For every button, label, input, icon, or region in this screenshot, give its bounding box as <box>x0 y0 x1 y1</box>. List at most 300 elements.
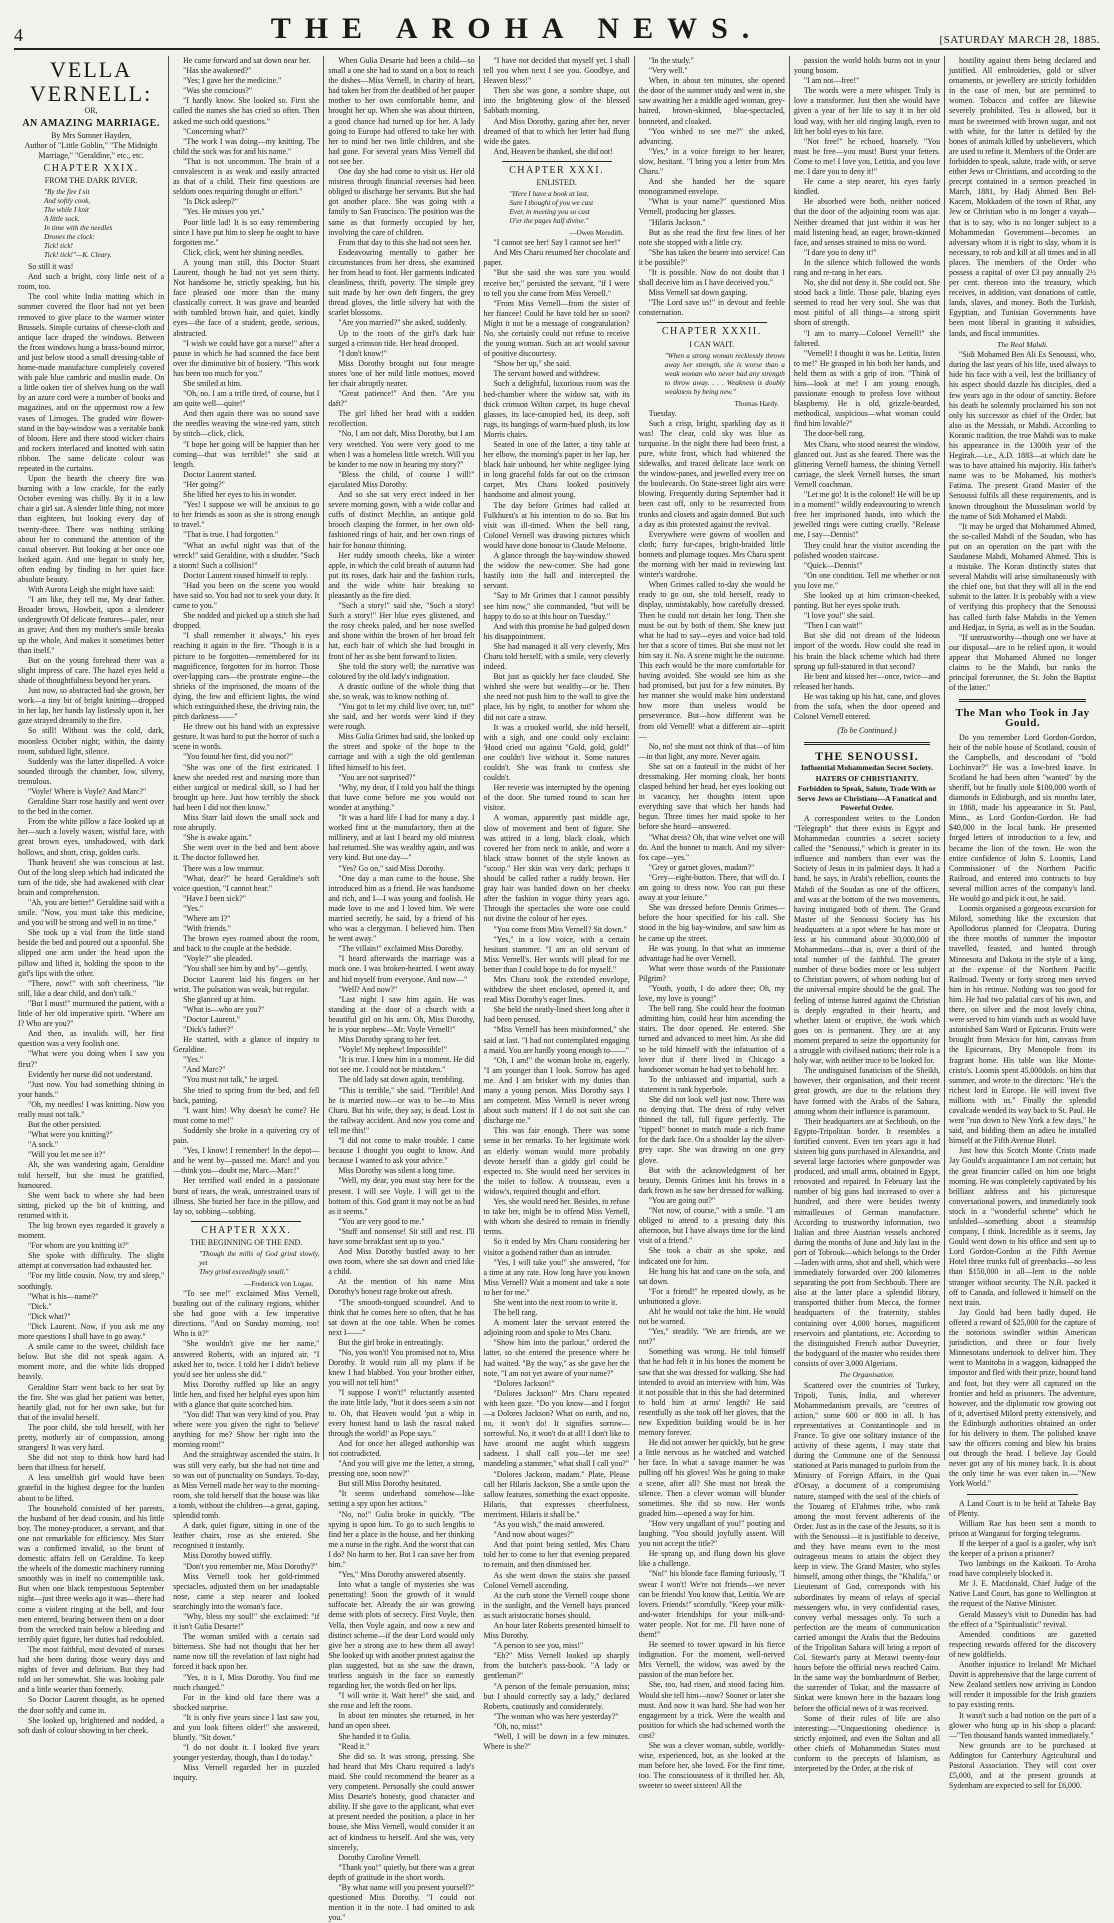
paragraph: Tuesday. <box>648 408 677 418</box>
masthead <box>14 10 1100 50</box>
paragraph: At the mention of his name Miss Dorothy's honest rage broke out afresh. <box>328 1277 475 1297</box>
paragraph: "Very well." <box>648 66 688 76</box>
paragraph: "Yes, I know! I remember! In the depot—and he went by—passed me. Marc! and you—think you—doubt me, Marc—Marc!" <box>173 1146 320 1176</box>
paragraph: "Youth, youth, I do adore thee; Oh, my love, my love is young!" <box>638 983 785 1004</box>
paragraph: "Why, my dear, if I told you half the things that have come before me you would not wonder at anything." <box>328 782 475 812</box>
paragraph: And then, as invalids will, her first question was a very foolish one. <box>18 1029 165 1049</box>
paragraph: A woman, apparently past middle age, slow of movement and bent of figure. She was attired in a long, black cloak, which covered her from neck to ankle, and wore a black straw bonnet of the style known as "scoop." Her skin was very dark; perhaps it should be called rather a ruddy brown. Her gray hair was banded down on her cheeks after the fashion in vogue thirty years ago. Through the spectacles she wore one could not divine the colour of her eyes. <box>483 813 630 924</box>
paragraph: So still! Without was the cold, dark, moonless October night; within, the dainty room, subdued light, silence. <box>18 726 165 756</box>
paragraph: And for once her alleged authorship was not contradicted. <box>328 1438 475 1458</box>
divider <box>502 161 612 162</box>
paragraph: "I heard afterwards the marriage was a mock one. I was broken-hearted. I went away and hid myself from everyone. And now—" <box>328 954 475 984</box>
paragraph: The poor child, she told herself, with her pretty, motherly air of compassion, among strangers! It was very hard. <box>18 1422 165 1453</box>
paragraph: They could hear the visitor ascending the polished wooden staircase. <box>793 540 941 560</box>
paragraph: But with the acknowledgment of her beauty, Dennis Grimes knit his brows in a dark frown as he saw her dressed for walking. <box>638 1165 785 1195</box>
column-6 <box>790 56 945 1774</box>
chapter-subheading: THE BEGINNING OF THE END. <box>190 1237 303 1247</box>
paragraph: "Are you married?" she asked, suddenly. <box>338 318 467 328</box>
paragraph: Do you remember Lord Gordon-Gordon, heir of the noble house of Scotland, cousin of the Campbells, and descendant of "bold Lochinvar?" He was a low-bred knave. In Scotland he had been often "wanted" by the sheriff, but he finally stole $100,000 worth of diamonds in Edinburgh, and six months later, in 1868, made his appearance in St. Paul, Minn., as Lord Gordon-Gordon. He had $40,000 in the local bank. He presented forged letters of introduction to a few, and became the lion of the town. He won the entire confidence of John S. Loomis, Land Commissioner of the Northern Pacific Railroad, and entered into contracts to buy several million acres of the company's land. He would go and pick it out, he said. <box>949 732 1097 903</box>
paragraph: An hour later Roberts presented himself to Miss Dorothy. <box>483 1620 630 1641</box>
paragraph: "Show him into the parlour," ordered the latter, so she entered the presence where he had waited. "By the way," as she gave her the note, "I am not yet aware of your name?" <box>483 1338 630 1378</box>
paragraph: "Dick's father?" <box>183 1025 234 1034</box>
paragraph: And, Heaven be thanked, she did not! <box>493 146 613 156</box>
paragraph: hostility against them being declared and justified. All embroideries, gold or silver ornaments, or jewellery are strictly forbidden in the case of men, but are permitted to women. Tobacco and coffee are likewise severely prohibited. Tea is allowed, but it must be sweetened with brown sugar, and not with white, for the latter is defiled by the bones of animals killed by unbelievers, which are used to refine it. Members of the Order are forbidden to speak, salute, trade with, or serve either Jews or Christians, and according to the precept contained in a sermon preached in March, 1881, by Hadj Ahmed Ben Bel-Kacem, Mokkadem of the town of Rhat, any Jew or Christian who is no longer a vayah—that is to say, who is no longer subject to a Mohammedan Government—becomes an adversary whom it is right to slay, whom it is necessary, to rob and kill at all times and in all places. The members of the Order who possess a capital of over £3 pay annually 2½ per cent. thereon into the treasury, which receives, in addition, vast donations of cattle, lands, slaves, and money. Both the Turkish, Egyptian, and Tunisian Governments have been most liberal in granting it subsidies, lands, and fiscal immunities. <box>949 56 1097 338</box>
paragraph: "Dolores Jackson, madam." Plate, Please call her Hilaris Jackson, She a smile upon the sallow features, something the exact opposite. Hilaris, that expresses cheerfulness, merriment. Hilaris it shall be." <box>483 1469 630 1519</box>
paragraph: At the curb stone the Vernell coupe shone in the sunlight, and the Vernell bays pranced as such aristocratic horses should. <box>483 1590 630 1620</box>
paragraph: "Has she awakened?" <box>183 66 252 76</box>
paragraph: "Thank you!" quietly, but there was a great depth of gratitude in the short words. <box>328 1862 475 1882</box>
paragraph: "Voyle! Where is Voyle? And Marc?" <box>28 786 147 796</box>
paragraph: "If untrustworthy—though one we have at our disposal—are to be relied upon, it would appear that Mohamed Ahmed no longer claims to be the Mahdi, but ranks the principal forerunner, the St. John the Baptist of the latter." <box>949 632 1097 693</box>
paragraph: Her ruddy smooth cheeks, like a winter apple, in which the cold breath of autumn had put its roses, dark hair and the fashion curls, and the wide white hair breaking so pleasantly as the fire died. <box>328 550 475 600</box>
paragraph: "Grey or garnet gloves, madam?" <box>648 862 755 872</box>
paragraph: She went into the next room to write it. <box>493 1297 618 1307</box>
paragraph: He absorbed were both, neither noticed that the door of the adjoining room was ajar. Neither dreamed that just within it was her maid listening head, an eager, brown-skinned face, and senses strained to miss no word. <box>793 197 941 247</box>
paragraph: "Yes! I suppose we will be anxious to go to her friends as soon as she is strong enough to travel." <box>173 500 320 530</box>
paragraph: From the white pillow a face looked up at her—such a lovely waxen, wistful face, with great brown eyes, unshadowed, with dark hollows, and short, crisp, golden curls. <box>18 817 165 857</box>
serial-or: OR, <box>84 106 98 115</box>
paragraph: The servant bowed and withdrew. <box>493 369 601 379</box>
paragraph: "You shall see him by and by"—gently. <box>183 964 308 974</box>
paragraph: Two lambings on the Kaikoati. To Aroha road have completely blocked it. <box>949 1559 1097 1579</box>
paragraph: Click, click, went her shining needles. <box>183 247 304 257</box>
paragraph: The door-bell rang. <box>803 429 865 439</box>
paragraph: Such a delightful, luxurious room was the bed-chamber where the widow sat, with its thick crimson Wilton carpet, its huge cheval glasses, its lace-canopied bed, its deep, soft rugs, its hangings of warm-hued plush, its low Morris chairs. <box>483 379 630 439</box>
paragraph: Miss Dorothy was silent a long time. <box>338 1166 455 1176</box>
newspaper-title: THE AROHA NEWS. <box>270 12 764 45</box>
paragraph: She went back to where she had been sitting, picked up the bit of knitting, and returned with it. <box>18 1190 165 1220</box>
paragraph: Geraldine Starr went back to her seat by the fire. She was glad her patient was better, heartily glad, not for her own sake, but for that of the invalid herself. <box>18 1382 165 1422</box>
paragraph: She sat on a fauteuil in the midst of her dressmaking. Her morning cloak, her boots clasped behind her head, her eyes looking out in vacancy, her thoughts intent upon everything save that which her hands had begun. Three times her maid spoke to her before she heard—answered. <box>638 761 785 832</box>
paragraph: "And Marc?" <box>183 1065 226 1075</box>
paragraph: "I will write it. Wait here!" she said, and she rose and left the room. <box>328 1691 475 1711</box>
paragraph: She did not stop to think how hard had been that illness for herself. <box>18 1453 165 1473</box>
column-body <box>949 1499 1096 1792</box>
paragraph: With Aurora Leigh she might have said: <box>28 585 155 595</box>
column-body <box>949 56 1096 339</box>
paragraph: He sprang up, and flung down his glove like a challenge. <box>638 1549 785 1569</box>
paragraph: And so she sat very erect indeed in her severe morning gown, with a wide collar and cuffs of distinct Mechlin, an antique gold brooch clasping the former, in her own old-fashioned rings of hair, and her own rings of hair for honour thinning. <box>328 490 475 550</box>
serial-title: VELLA VERNELL: <box>29 57 153 106</box>
paragraph: And the straightway ascended the stairs. It was still very early, but she had not time and so was out of punctuality on Sundays. To-day, as Miss Vernell made her way to the morning-room, she told herself that the house was like a tomb, without the children—a great, gaping, splendid tomb. <box>173 1450 320 1521</box>
paragraph: She told the story well; the narrative was coloured by the old lady's indignation. <box>328 661 475 681</box>
paragraph: "Dolores Jackson!" <box>493 1378 555 1388</box>
paragraph: "It is true. I knew him in a moment. He did not see me. I could not be mistaken." <box>328 1055 475 1075</box>
paragraph: Seated in one of the latter, a tiny table at her elbow, the morning's paper in her lap, her black hair unbound, her white negligee lying in long graceful folds far out on the crimson carpet, Mrs Charu looked positively handsome and almost young. <box>483 440 630 500</box>
paragraph: He threw out his hand with an expressive gesture. It was hard to put the horror of such a scene in words. <box>173 722 320 752</box>
paragraph: The most faithful, most devoted of nurses had she been during those weary days and nights of fever and delirium. But they had told on her somewhat. She was looking pale and a little wearier than formerly. <box>18 1644 165 1695</box>
paragraph: "No, I am not daft, Miss Dorothy, but I am very wretched. You were very good to me when I was a homeless little wretch. Will you be kinder to me now in hearing my story?" <box>328 429 475 469</box>
paragraph: "Yes." <box>183 1055 204 1065</box>
paragraph: A moment later the servant entered the adjoining room and spoke to Mrs Charu. <box>483 1318 630 1338</box>
paragraph: One day she had come to visit us. Her old mistress through financial reverses had been obliged to discharge her servants. But she had got another place. She was going with a family to San Francisco. The position was the same as that formerly occupied by her, involving the care of children. <box>328 167 475 237</box>
paragraph: "Oh, no, miss!" <box>493 1721 543 1731</box>
paragraph: "Had you been on the scene you would have said so. You had not to seek your duty. It came to you." <box>173 580 320 611</box>
paragraph: Ah, she was wandering again, Geraldine told herself, but she must be gratified, humoured. <box>18 1160 165 1190</box>
paragraph: "She wouldn't give me her name," answered Roberts, with an injured air. "I asked her to, twice. I told her I didn't believe you'd see her unless she did." <box>173 1339 320 1379</box>
paragraph: She looked up at him crimson-cheeked, panting. But her eyes spoke truth. <box>793 590 941 611</box>
section-heading: The Organisation. <box>839 1370 895 1380</box>
paragraph: "Just now. You had something shining in your hands." <box>18 1079 165 1099</box>
paragraph: And that point being settled, Mrs Charu told her to come to her that evening prepared to remain, and then dismissed her. <box>483 1540 630 1570</box>
chapter-verse: "When a strong woman recklessly throws away her strength, she is worse than a weak woman who never had any strength to throw away. . . . Weakness is doubly weakness by being new." <box>664 351 785 396</box>
paragraph: "But she said she was sure you would receive her," persisted the servant, "if I were to tell you she came from Miss Vernell." <box>483 268 630 298</box>
paragraph: "Sidi Mohamed Ben Ali Es Senoussi, who, during the last years of his life, used always to hide his face with a veil, lest the brilliancy of his aspect should dazzle his disciples, died a few years ago in the odour of sanctity. Before his death he solemnly proclaimed his son not only his successor as chief of the Order, but also as the Messiah, or Mahdi. According to Koranic tradition, the true Mahdi was to make his appearance in the 1300th year of the Hegirah.—i.e., A.D. 1883—at which date he was to have attained his majority. His father's name was to be Mohamed, his mother's Fatima. The present Grand Master of the Senoussi fulfils all these requirements, and is known throughout the Mussulman world by the name of Sidi Mohamed el Mahdi. <box>949 350 1097 521</box>
paragraph: "Hilaris Jackson." <box>648 217 706 227</box>
paragraph: "No!" his blonde face flaming furiously, "I swear I won't! We're not friends—we never can be friends! You know that, Letitia. We are lovers. Friends!" scornfully. "Keep your milk-and-water friendships for your milk-and-water people. Not for me. I'll have none of them!" <box>638 1569 785 1639</box>
column-1 <box>14 56 169 1735</box>
paragraph: "Let me go! It is the colonel! He will be up in a moment!" wildly endeavouring to wrench free her imprisoned hands, into which the jewelled rings were cutting cruelly. "Release me, I say—Dennis!" <box>793 490 941 540</box>
paragraph: "No, you won't! You promised not to, Miss Dorothy. It would ruin all my plans if he knew I had blabbed. You your brother either, you will not tell him!" <box>328 1348 475 1388</box>
paragraph: Miss Starr laid down the small sock and rose abruptly. <box>173 813 320 833</box>
paragraph: "She was one of the first extricated. I knew she needed rest and nursing more than either surgical or medical skill, so I had her brought up here. Just how terribly the shock had been I did not then know." <box>173 762 320 812</box>
paragraph: "Oh, I am!" the woman broke in, eagerly. "I am younger than I look. Sorrow has aged me. And I am brisker with my duties than many a young person. Miss Dorothy says I am competent. Miss Vernell is never wrong about such matters! If I do not suit she can discharge me." <box>483 1055 630 1126</box>
paragraph: "Read it." <box>338 1741 370 1751</box>
paragraph: "Yes," in a voice foreign to her hearer, slow, hesitant. "I bring you a letter from Mrs Charu." <box>638 146 785 177</box>
paragraph: Doctor Laurent roused himself to reply. <box>183 570 308 580</box>
paragraph: "I did not come to make trouble. I came because I thought you ought to know. And because I wanted to ask your advice." <box>328 1136 475 1166</box>
paragraph: "Eh?" Miss Vernell looked up sharply from the butcher's pass-book. "A lady or gentleman?" <box>483 1651 630 1681</box>
paragraph: Miss Gulia Grimes had said, she looked up the street and spoke of the hope to the carriage and with a sigh the old gentleman lifted himself to his feet. <box>328 732 475 772</box>
paragraph: And Miss Dorothy bustled away to her own room, where she sat down and cried like a child. <box>328 1247 475 1277</box>
paragraph: And with this promise he had gulped down his disappointment. <box>483 621 630 641</box>
paragraph: He was young. In that what an immense advantage had he over Vernell. <box>638 943 785 963</box>
paragraph: The woman smiled with a certain sad bitterness. She had not thought that her her name now till the revelation of last night had forced it back upon her. <box>173 1632 320 1672</box>
paragraph: "Dick Laurent. Now, if you ask me any more questions I shall have to go away." <box>18 1321 165 1342</box>
divider <box>804 742 930 745</box>
paragraph: "It seems underhand somehow—like setting a spy upon her actions." <box>328 1489 475 1509</box>
paragraph: From that day to this she had not seen her. <box>338 237 472 247</box>
column-body <box>794 814 940 1369</box>
paragraph: Doctor Laurent started. <box>183 469 257 479</box>
paragraph: "A sock." <box>28 1140 59 1150</box>
paragraph: Scattered over the countries of Turkey, Tripoli, Tunis, India, and wherever Mohammedanism prevails, are "centres of action," some 600 or 800 in all. It has representatives at Constantinople and in France. To give one solitary instance of the activity of these agents, I may state that during the Commune one of the Senoussi stationed at Paris managed to purloin from the Ministry of Foreign Affairs, in the Quai d'Orsay, a document of a compromising nature, stamped with the seal of the chiefs of the Touareg of El'ahmes tribe, who rank among the most fervent adherents of the Order. Just as in the case of the Jesuits, so it is with the Senoussi—it is justifiable to deceive, and they have means even to the most outrageous means to attain the object they keep in view. The Grand Master, who styles himself, among other things, the "Khalifa," or Lieutenant of God, corresponds with his subordinates by means of relays of special messengers who, in very confidential cases, convey verbal messages only. To such a perfection are the means of communication carried amongst the Arabs that the Bedouins of the Tripolitan Sahara will bring a report of Col. Stewart's party at Merawi twenty-four hours before the official news reached Cairo. In the same way the bombardment of Berber, the surrender of Tokar, and the massacre of Sinkat were known here in the bazaars long before the official news of it was received. <box>793 1380 941 1713</box>
paragraph: "That is not uncommon. The brain of a convalescent is as weak and easily attracted as that of a child. Their first questions are seldom ones requiring thought or effort." <box>173 156 320 197</box>
paragraph: A smile came to the sweet, childish face below. But she did not speak again. A moment more, and the white lids dropped heavily. <box>18 1342 165 1382</box>
paragraph: This was fair enough. There was some sense in her remarks. To her legitimate work an elderly woman would more probably devote herself than a giddy girl could be expected to. She would need her services in the toilet to follow. A trousseau, even a widow's, required thought and effort. <box>483 1126 630 1196</box>
paragraph: A less unselfish girl would have been grateful in the highest degree for the burden about to be lifted. <box>18 1473 165 1503</box>
paragraph: Evidently her nurse did not understand. <box>28 1069 153 1079</box>
paragraph: He came a step nearer, his eyes fairly kindled. <box>793 177 941 197</box>
paragraph: "Ah, you are better!" Geraldine said with a smile. "Now, you must take this medicine, and you will be strong and well in no time." <box>18 898 165 928</box>
paragraph: Doctor Laurent laid his fingers on her wrist. The pulsation was weak, but regular. <box>173 974 320 994</box>
paragraph: When, in about ten minutes, she opened the door of the summer study and went in, she saw awaiting her a middle aged woman, grey-haired, brown-skinned, blue-spectacled, bonneted, and cloaked. <box>638 76 785 126</box>
paragraph: "I am to marry—Colonel Vernell!" she faltered. <box>793 328 941 348</box>
paragraph: "It is only five years since I last saw you, and you look fifteen older!" she answered, bluntly. "Sit down." <box>173 1712 320 1743</box>
paragraph: And such a bright, cosy little nest of a room, too. <box>18 272 165 292</box>
paragraph: A Land Court is to be held at Taheke Bay of Plenty. <box>949 1498 1097 1518</box>
paragraph: He seemed to tower upward in his fierce indignation. For the moment, well-nerved Mrs Vernell, the widow, was awed by the passion of the man before her. <box>638 1640 785 1680</box>
paragraph: "You wished to see me?" she asked, advancing. <box>638 126 785 146</box>
paragraph: "This is terrible," she said. "Terrible! And he is married now—or was to be—to Miss Charu. But his wife, they say, is dead. Lost in the railway accident. And now you come and tell me this!" <box>328 1085 475 1135</box>
paragraph: What were those words of the Passionate Pilgrim? <box>638 963 785 983</box>
paragraph: "For a friend!" he repeated slowly, as he unbuttoned a glove. <box>638 1286 785 1306</box>
paragraph: "I wish we could have got a nurse!" after a pause in which he had scanned the face bent over the diminutive bit of hosiery. "This work has been too much for you." <box>173 338 320 378</box>
paragraph: "I am not—free!" <box>803 76 860 86</box>
paragraph: Miss Dorothy bowed stiffly. <box>183 1551 272 1561</box>
paragraph: The household consisted of her parents, the husband of her dead cousin, and his little boy. The money-producer, a servant, and that one not remarkable for efficiency. Mrs Starr was a confirmed invalid, so the brunt of domestic affairs fell on Geraldine. To keep the wheels of the domestic machinery running smoothly was in itself no contemptible task. But when one black tempestuous September night—just three weeks ago it was—there had come a violent ringing at the bell, and four men entered, bearing between them on a door from the wrecked train below a bleeding and terribly quiet figure, her duties had redoubled. <box>18 1503 165 1644</box>
paragraph: "Yes, it is I, Miss Dorothy. You find me much changed." <box>173 1672 320 1692</box>
paragraph: When Gulia Desarte had been a child—so small a one she had to stand on a box to reach the dishes—Miss Vernell, in charity of heart, had taken her from the deathbed of her pauper mother to her own comfortable home, and brought her up. When she was about thirteen, a good chance had turned up for her. A lady going to Europe had offered to take her with her to mind her two little children, and she had gone. For several years Miss Vernell did not see her. <box>328 56 475 166</box>
column-body <box>949 733 1096 1490</box>
verse-attribution: —Owen Meredith. <box>569 229 624 238</box>
paragraph: Then she was gone, a sombre shape, out into the brightening glow of the blessed Sabbath morning. <box>483 86 630 116</box>
paragraph: She tried to spring from the bed, and fell back, panting. <box>173 1085 320 1105</box>
paragraph: Miss Vernell took her gold-rimmed spectacles, adjusted them on her unadaptable nose, came a step nearer and looked searchingly into the woman's face. <box>173 1571 320 1611</box>
serial-byline: By Mrs Sumner Hayden, <box>51 131 132 140</box>
paragraph: "You come from Miss Vernell? Sit down." <box>493 924 627 934</box>
paragraph: She lifted her eyes to his in wonder. <box>183 490 297 500</box>
paragraph: So Doctor Laurent thought, as he opened the door softly and came in. <box>18 1695 165 1715</box>
paragraph: He was taking up his hat, cane, and gloves from the sofa, when the door opened and Colonel Vernell entered. <box>793 691 941 722</box>
paragraph: A glance through the bay-window showed the widow the new-comer. She had gone hastily into the hall and intercepted the servant. <box>483 551 630 591</box>
paragraph: "Dick what?" <box>28 1311 71 1321</box>
paragraph: "What were you knitting?" <box>28 1130 113 1140</box>
paragraph: "She is awake again." <box>183 833 252 843</box>
issue-date: [SATURDAY MARCH 28, 1885. <box>939 34 1100 46</box>
divider <box>959 699 1086 702</box>
paragraph: "Yes." <box>183 903 204 913</box>
paragraph: "I don't know!" <box>338 348 387 358</box>
paragraph: The brown eyes roamed about the room, and back to the couple at the bedside. <box>173 934 320 954</box>
paragraph: When Grimes called to-day she would be ready to go out, she told herself, ready to display, unmistakably, how carefully dressed. Then he could not detain her long. Then she must be out by both of them. She knew just what he had to say—eyes and voice had told her that a score of times. But she must not let him say it. No. A scene might be the outcome. This each would be the more comfortable for having avoided. She would see him as she had promised, but just for a few minutes. By her manner she would make him understand how more than useless would be perseverance. But—how different was he from old Vernell! what a different air—spirit— <box>638 580 785 741</box>
paragraph: "You found her first, did you not?" <box>183 752 293 762</box>
paragraph: She took up a vial from the little stand beside the bed and poured out a spoonful. She slipped one arm under the head upon the pillow and lifted it, holding the spoon to the girl's lips with the other. <box>18 928 165 978</box>
paragraph: She did so. It was strong, pressing. She had heard that Mrs Charu required a lady's maid. She could recommend the bearer as a very competent. Personally she could answer Miss Desarte's honesty, good character and ability. If she gave to the applicant, what ever at present needed the position, a place in her house, she Miss Vernell, would consider it an act of kindness to herself. And she was, very sincerely, <box>328 1751 475 1852</box>
column-body <box>639 409 785 1792</box>
paragraph: Miss Dorothy ruffled up like an angry little hen, and fixed her helpful eyes upon him with a glance that quite scorched him. <box>173 1379 320 1409</box>
paragraph: "Is Dick asleep?" <box>183 197 238 207</box>
paragraph: Just how this Scotch Monte Cristo made Jay Gould's acquaintance I am not certain; but the great financier called on him one bright morning. He was completely captivated by his brilliant address and his picturesque conversational powers, and immediately took stock in a "wonderful scheme" which he unfolded—something about a steamship company, I think. Incredible as it seems, Jay Gould went down to his office and sent up to Lord Gordon-Gordon at the Fifth Avenue Hotel three trunks full of greenbacks—no less than $150,000 in all—lent to the noble stranger without security. The N.B. packed it off to Canada, and followed it himself on the next train. <box>949 1146 1097 1307</box>
paragraph: Jay Gould had been badly duped. He offered a reward of $25,000 for the capture of the notorious swindler within American jurisdiction, and three or four lively Minnesotans undertook to deliver him. They went to Manitoba in a waggon, kidnapped the impostor and fled with their prize, bound hand and foot, but they were all captured on the frontier and held as prisoners. The adventure, however, and the diplomatic row growing out of it, advertised Milord pretty extensively, and the Edinburgh authorities obtained an order for his delivery to them. The polished knave saw the officers coming and blew his brains out through the head. I believe Jay Gould never got any of his money back. It is about the only time he was ever taken in.—"New York World." <box>949 1307 1097 1489</box>
paragraph: "Not now, of course," with a smile. "I am obliged to attend to a pressing duty this afternoon, but I have always time for the kind visit of a friend." <box>638 1206 785 1246</box>
paragraph: "Well, I will be down in a few minutes. Where is she?" <box>483 1732 630 1752</box>
paragraph: William Rae has been sent a month to prison at Wanganui for forging telegrams. <box>949 1518 1097 1538</box>
paragraph: "What, dear?" he heard Geraldine's soft voice question, "I cannot hear." <box>173 873 320 893</box>
paragraph: "How very ungallant of you!" pouting and laughing. "You should joyfully assent. Will you not accept the title?" <box>638 1518 785 1549</box>
paragraph: She looked up, brightened and nodded, a soft dash of colour showing in her cheek. <box>18 1715 165 1735</box>
paragraph: And Mrs Charu resumed her chocolate and paper. <box>483 248 630 268</box>
section-heading: The Real Mahdi. <box>997 339 1048 349</box>
paragraph: "She has taken the bearer into service! Can it be possible?" <box>638 247 785 267</box>
paragraph: A young man still, this Doctor Stuart Laurent, though he had not yet seen thirty. Not handsome he, strictly speaking, but his face pleased one more than the many classically correct. It was grave and bearded with tumbled brown hair, and quiet, kindly eyes—the face of a student, gentle, serious, abstracted. <box>173 257 320 338</box>
paragraph: Their headquarters are at Sechboub, on the Egypto-Tripolitan border. It resembles a fortified convent. Even ten years ago it had sixteen big guns purchased in Alexandria, and several large factories where gunpowder was produced, and small arms, obtained in Egypt, renovated and repaired. In February last the number of big guns had increased to over a hundred, and there were besides twenty mitrailleuses of German manufacture. According to trustworthy information, two Italian and three Austrian vessels anchored during the months of June and July last in the port of Tobrouk—which belongs to the Order—laden with arms, shot and shell, which were immediately forwarded over 200 kilometres separating the port from Sechboub. There are also at the latter place a splendid library, transported thither from Mecca, the former headquarters of the fraternity, stables containing over 4,000 horses, magnificent reservoirs and plantations, etc. According to the distinguished French author Duveyrier, the bodyguard of the master who resides there consists of over 3,000 Algerians. <box>793 1116 941 1368</box>
chapter-subheading: I CAN WAIT. <box>689 339 735 349</box>
paragraph: "I have not decided that myself yet. I shall tell you when next I see you. Goodbye, and Heaven bless!" <box>483 56 630 86</box>
paragraph: "Bless the child, of course I will!" ejaculated Miss Dorothy. <box>328 469 475 489</box>
paragraph: "Oh, no. I am a trifle tired, of course, but I am quite well—quite!" <box>173 389 320 409</box>
paragraph: "I am like, they tell me, My dear father. Broader brows, Howbeit, upon a slenderer undergrowth Of delicate features—paler, near as grave; And then my mother's smile breaks up the whole, And makes it sometimes better than itself." <box>18 595 165 655</box>
paragraph: She nodded and picked up a stitch she had dropped. <box>173 611 320 631</box>
paragraph: "I do not doubt it. I looked five years younger yesterday, though, than I do today." <box>173 1743 320 1763</box>
paragraph: "You are very good to me." <box>338 1216 425 1226</box>
paragraph: "I shall remember it always," his eyes reaching it again in the fire. "Though it is a picture to be forgotten—remembered for its magnificence, forgotten for its horror. Those over-lapping cars—the prostrate engine—the shrieks of the imprisoned, the moans of the dying, the few and efficient lights, the wind which extinguished these, the driving rain, the pitch darkness——" <box>173 631 320 722</box>
paragraph: "Where am I?" <box>183 913 231 923</box>
paragraph: "Yes," steadily. "We are friends, are we not?" <box>638 1327 785 1347</box>
paragraph: In the silence which followed the words rang and re-rang in her ears. <box>793 257 941 277</box>
paragraph: The girl lifted her head with a sudden recollection. <box>328 409 475 429</box>
paragraph: "Yes, I will take you!" she answered, "for a time at any rate. How long have you known Miss Vernell? Wait a moment and take a note to her for me." <box>483 1257 630 1297</box>
chapter-heading: CHAPTER XXXII. <box>661 326 762 338</box>
paragraph: To the unbiassed and impartial, such a statement is rank hyperbole. <box>638 1074 785 1094</box>
column-3 <box>324 56 479 1923</box>
paragraph: "Vernell! I thought it was he. Letitia, listen to me!" He grasped in his both her hands, and held them as with a grip of iron. "Think of him—look at me! I am young enough, passionate enough to profess love without blasphemy. He is old, grizzle-bearded, methodical, suspicious—what woman could find him lovable?" <box>793 348 941 429</box>
paragraph: "Yes," in a low voice, with a certain hesitant stammer. "I am an old servant of Miss Vernell's. Her words will plead for me better than I could hope to do for myself." <box>483 934 630 974</box>
paragraph: "Have I been sick?" <box>183 893 246 903</box>
paragraph: "It may be urged that Mohammed Ahmed, the so-called Mahdi of the Soudan, who has put on an operation on the part with the Saudanese Mahdi, Mohamed Ahmed. This is a mistake. The Koran distinctly states that several Mahdis will arise simultaneously with the chief one, but that they will all in the end submit to the latter. It is probably with a view of verifying this prophecy that the Senoussi has called forth false Mahdis in the Yemen and Hedjaz, in Syria, as well as in the Soudan. <box>949 521 1097 632</box>
paragraph: There was a low murmur. <box>183 863 265 873</box>
paragraph: Some of their rules of life are also interesting:—"Unquestioning obedience is strictly enjoined, and even the Sultan and all other chiefs of Mohammedan States must conform to the precepts of Islamism, as interpreted by the Order, at the risk of <box>793 1713 941 1774</box>
paragraph: "You are not surprised?" <box>338 772 416 782</box>
chapter-verse: "Though the mills of God grind slowly, yet They grind exceedingly small." <box>199 1249 320 1276</box>
paragraph: She went over to the bed and bent above it. The doctor followed her. <box>173 843 320 863</box>
paragraph: But just as quickly her face clouded. She wished she were but wealthy—or he. Then she need not push him to the wall to give the place, his by right, to another for whom she did not care a straw. <box>483 672 630 722</box>
paragraph: "The woman who was here yesterday?" <box>493 1711 619 1721</box>
paragraph: Ah! he would not take the hint. He would not be warned. <box>638 1306 785 1327</box>
chapter-verse: "Here I have a book at last, Sure I thought of you we cast Ever, in meeting you so cast O'er the pages half divine." <box>509 190 594 226</box>
paragraph: "What is his—name?" <box>28 1291 99 1301</box>
paragraph: "One day a man came to the house. She introduced him as a friend. He was handsome and rich, and I—I was young and foolish. He made love to me and I loved him. We were married secretly, he said, by a friend of his who was a clergyman. I believed him. Then he went away." <box>328 873 475 944</box>
paragraph: So it ended by Mrs Charu considering her visitor a godsend rather than an intruder. <box>483 1237 630 1257</box>
paragraph: She spoke with difficulty. The slight attempt at conversation had exhausted her. <box>18 1251 165 1271</box>
paragraph: "A person of the female persuasion, miss; but I should correctly say a lady," declared Roberts, cautiously and considerately. <box>483 1681 630 1711</box>
paragraph: "Don't you remember me, Miss Dorothy?" <box>183 1561 318 1571</box>
paragraph: The day before Grimes had called at Fulkhurst's at his intention to do so. But his visit was ill-timed. When the bell rang, Colonel Vernell was drawing pictures which would have done honour to Claude Melnotte. <box>483 500 630 550</box>
column-body <box>173 1289 319 1784</box>
chapter-verse: "By the fire I sit And softly cook, The while I knit A little sock. In time with the needles Drones the clock: Tick! tick! Tick! tick!"—K. Cleary. <box>44 188 113 260</box>
paragraph: "Her going?" <box>183 479 225 489</box>
verse-attribution: —Frederick von Logau. <box>244 1279 314 1288</box>
paragraph: "There, now!" with soft cheeriness, "lie still, like a dear child, and don't talk." <box>18 978 165 998</box>
column-body <box>794 1381 940 1775</box>
paragraph: She had managed it all very cleverly, Mrs Charu told herself, with a smile, very cleverly indeed. <box>483 641 630 672</box>
paragraph: Such a crisp, bright, sparkling day as it was! The clear, cold sky was blue as turquoise. In the night there had been frost, a pure, white frost, which had whitened the sidewalks, and traced delicate lace work on the window-panes, and jewelled every tree on the boulevards. On State-street light airs were blowing. Frequently during September had it been cast off, only to be resurrected from trunks and closets and again donned. But such a day as this protested against the revival. <box>638 418 785 529</box>
paragraph: "Yes. He misses you yet." <box>183 207 265 217</box>
paragraph: "I love you!" she said. <box>803 611 875 621</box>
paragraph: She was dressed before Dennis Grimes—before the hour specified for his call. She stood in the big bay-window, and saw him as he came up the street. <box>638 903 785 943</box>
serial-byline-credits: Author of "Little Goblin," "The Midnight Marriage," "Geraldine," etc., etc. <box>24 141 158 160</box>
paragraph: "From Miss Vernell—from the sister of her fiancee! Could he have told her so soon? Might it not be a message of congratulation? No, she certainly could not refuse to receive the young woman. Such an act would savour of positive discourtesy. <box>483 298 630 359</box>
paragraph: New grounds are to be purchased at Addington for Canterbury Agricultural and Pastoral Association. They will cost over £5,000, and at the present grounds at Sydenham are expected to sell for £6,000. <box>949 1740 1097 1791</box>
paragraph: "In the study." <box>648 56 694 65</box>
paragraph: It was a crooked world, she told herself, with a sigh, and one could only exclaim: 'Hood cried out against "Gold, gold, gold!" one couldn't live without it. Some natures couldn't. She was frank to confess she couldn't. <box>483 722 630 783</box>
paragraph: The big brown eyes regarded it gravely a moment. <box>18 1221 165 1241</box>
paragraph: She, too, had risen, and stood facing him. Would she tell him—now? Sooner or later she must. And now it was hard. She had won her engagement by a trick. Were the wealth and position for which she had schemed worth the cost? <box>638 1680 785 1740</box>
divider <box>967 1494 1078 1495</box>
divider <box>191 1221 301 1222</box>
paragraph: The cool white India matting which in summer covered the floor had not yet been removed to give place to the warmer winter Brussels. Simple curtains of cheese-cloth and antique lace draped the windows. Between the front windows hung a brass-bound mirror, and just below stood a small dressing-table of home-made manufacture completely covered with pale blue cambric and muslin made. On a little oaken tier of shelves hung on the wall by an azure cord were a number of books and magazines, and on the uppermost row a few vases of Limoges. The graded wire flower-stand in the bay-window was a veritable bank of bloom. Here and there stood wicker chairs and rockers interlaced and knotted with satin ribbon. The same delicate colour was repeated in the curtains. <box>18 292 165 473</box>
chapter-subheading: FROM THE DARK RIVER. <box>44 176 138 186</box>
paragraph: passion the world holds burns not in your young bosom. <box>793 56 941 76</box>
paragraph: "The work I was doing—my knitting. The child the sock was for and his name." <box>173 136 320 156</box>
paragraph: "Doctor Laurent." <box>183 1014 241 1024</box>
paragraph: "Quick—Dennis!" <box>803 560 863 570</box>
paragraph: "Dick." <box>28 1301 52 1311</box>
paragraph: "Well, my dear, you must stay here for the present. I will see Voyle. I will get to the bottom of this. God grant it may not be as bad as it seems." <box>328 1176 475 1216</box>
article-subheading: Influential Mohammedan Secret Society. <box>800 763 933 773</box>
paragraph: "You did! That was very kind of you. Pray where were you given the right to 'believe' anything for me? Show her right into the morning room!" <box>173 1410 320 1450</box>
column-body <box>949 350 1096 693</box>
paragraph: "On one condition. Tell me whether or not you love me." <box>793 570 941 590</box>
paragraph: Loomis organised a gorgeous excursion for Milord, something like the excursion that Apollodorus planned for Cleopatra. During the three months of summer the impostor travelled, feasted, and hunted through Minnesota and Dakota in the style of a king, at the expense of the Northern Pacific Railroad. Twenty or forty strong men served him in his retinue. Nothing was too good for him. He had two palatial cars of his own, and there, on silver and the most lovely china, were served to him viands such as would have astonished Sam Ward or Epicurus. Fruits were brought from Mexico for him, canvass from the Epicureans, Dry Monopole from its fragrant home. His table was like Monte-cristo's. Loomis spent 45,000dols. on him that summer, and wrote to the directors: "He's the richest lord in Europe. He will invest five millions with us." Finally the splendid cavalcade wended its way back to St. Paul. He went "run down to New York a few days," he said, and bidding them an adieu he installed himself at the Fifth Avenue Hotel. <box>949 904 1097 1146</box>
paragraph: "The smooth-tongued scoundrel. And to think that he comes here so often, that he has sat down at the one table. When he comes next I——" <box>328 1297 475 1337</box>
paragraph: She took a chair as she spoke, and indicated one for him. <box>638 1246 785 1266</box>
paragraph: But as she read the first few lines of her note she stopped with a little cry. <box>638 227 785 247</box>
paragraph: But the other persisted. <box>28 1120 102 1130</box>
paragraph: Into what a tangle of mysteries she was penetrating! Soon the growth of it would suffocate her. Already the air was growing dense with plots of secrecy. First Voyle, then Vella, then Voyle again, and now a new and distinct scheme—if the dear Lord would only give her a strong axe to hew them all away! She looked up with another protest against the plan suggested, but as she saw the drawn, tearless anguish in the face so earnestly regarding her, the words fled on her lips. <box>328 1580 475 1691</box>
paragraph: "Not free!" he echoed, hoarsely. "You must be free—you must! Burst your fetters. Come to me! I love you, Letitia, and you love me. I dare you to deny it!" <box>793 136 941 177</box>
chapter-heading: CHAPTER XXX. <box>201 1224 292 1236</box>
paragraph: "Was she conscious?" <box>183 86 253 96</box>
page-number: 4 <box>14 25 23 45</box>
paragraph: "Oh, my needles! I was knitting. Now you really must not talk." <box>18 1099 165 1119</box>
column-body <box>18 262 164 1736</box>
paragraph: He did not answer her quickly, but he grew a little nervous as he watched and watched her face. In what a savage manner he was pulling off his gloves! Was he going to make a scene, after all? She must not break the silence. Then a clever woman will blunder sometimes. She did so now. Her words goaded him—opened a way for him. <box>638 1438 785 1518</box>
paragraph: "You got to let my child live over, tut, tut!" she said, and her words were kind if they were rough. <box>328 702 475 732</box>
paragraph: She held the neatly-lined sheet long after it had been perused. <box>483 1005 630 1025</box>
paragraph: Dorothy Caroline Vernell. <box>338 1852 421 1862</box>
paragraph: "Voyle! My nephew! Impossible!" <box>338 1045 447 1055</box>
paragraph: "Last night I saw him again. He was standing at the door of a church with a beautiful girl on his arm. Oh, Miss Dorothy, he is your nephew—Mr. Voyle Vernell!" <box>328 994 475 1034</box>
paragraph: "And you will give me the letter, a strong, pressing one, soon now?" <box>328 1459 475 1479</box>
paragraph: "For whom are you knitting it?" <box>28 1241 129 1251</box>
paragraph: Yes, she would need her. Besides, to refuse to take her, might be to offend Miss Vernell, with whom she desired to remain in friendly terms. <box>483 1197 630 1237</box>
paragraph: Suddenly was the latter dispelled. A voice sounded through the chamber, low, silvery, tremulous. <box>18 756 165 786</box>
column-body <box>484 56 630 157</box>
paragraph: He came forward and sat down near her. <box>183 56 311 65</box>
divider <box>657 322 767 323</box>
paragraph: The bell rang. <box>493 1308 538 1318</box>
chapter-subheading: ENLISTED. <box>536 178 577 188</box>
paragraph: "Yes; I gave her the medicine." <box>183 76 282 86</box>
column-body <box>484 238 630 1752</box>
paragraph: "As you wish," the maid answered. <box>493 1520 605 1530</box>
paragraph: A dark, quiet figure, sitting in one of the leather chairs, rose as she entered. She recognised it instantly. <box>173 1521 320 1551</box>
paragraph: So still it was! <box>28 262 74 272</box>
paragraph: Her terrified wail ended in a passionate burst of tears, the weak, unrestrained tears of illness. She buried her face in the pillow, and lay so, sobbing—sobbing. <box>173 1176 320 1216</box>
column-body <box>794 56 940 722</box>
paragraph: It wasn't such a bad notion on the part of a glower who hung up in his shop a placard:—"Ten thousand hands wanted immediately." <box>949 1710 1097 1740</box>
paragraph: No, no! she must not think of that—of him—in that light, any more. Never again. <box>638 741 785 761</box>
paragraph: "Concerning what?" <box>183 126 248 136</box>
paragraph: But still Miss Dorothy hesitated. <box>338 1479 442 1489</box>
paragraph: "The villain!" exclaimed Miss Dorothy. <box>338 944 464 954</box>
chapter-heading: CHAPTER XXIX. <box>43 163 139 174</box>
paragraph: And she handed her the square monogrammed envelope. <box>638 177 785 197</box>
paragraph: "What is your name?" questioned Miss Vernell, producing her glasses. <box>638 197 785 217</box>
chapter-heading: CHAPTER XXXI. <box>509 164 605 176</box>
paragraph: Geraldine Starr rose hastily and went over to the bed in the corner. <box>18 797 165 817</box>
paragraph: "Dolores Jackson!" Mrs Charu repeated with keen gaze. "Do you know—and I forgot—a Dolores Jackson? What on earth, and no, no, it won't do! It signifies sorrow—sorrowful. No, it won't do at all! I don't like to have around me aught which suggests sadness. I shall call you—let me see! mandeling a stammer," what shall I call you?" <box>483 1388 630 1469</box>
paragraph: "Yes," Miss Dorothy answered absently. <box>338 1570 466 1580</box>
paragraph: Another injustice to Ireland! Mr Michael Davitt is apprehensive that the large current of New Zealand settlers now arriving in London will render it impossible for the Irish graziers to pay existing rents. <box>949 1660 1097 1710</box>
paragraph: "What is—who are you?" <box>183 1004 265 1014</box>
paragraph: "Great patience!" And then. "Are you daft?" <box>328 389 475 409</box>
paragraph: And then again there was no sound save the needles weaving the wine-red yarn, stitch by stitch—click, click. <box>173 409 320 439</box>
paragraph: "What an awful night was that of the wreck!" said Geraldine, with a shudder. "Such a storm! Such a collision!" <box>173 540 320 570</box>
paragraph: Amended conditions are gazetted respecting rewards offered for the discovery of new goldfields. <box>949 1629 1097 1659</box>
paragraph: "It was a hard life I had for many a day. I worked first at the manufactory, then at the millinery, and at last I heard my old mistress had returned. She was wealthy again, and was very kind. But one day—" <box>328 813 475 863</box>
column-2 <box>169 56 324 1783</box>
paragraph: But on the young forehead there was a slight impress of care. The hazel eyes held a shade of thoughtfulness beyond her years. <box>18 655 165 685</box>
paragraph: "A person to see you, miss!" <box>493 1641 584 1651</box>
paragraph: "You must not talk," he urged. <box>183 1075 279 1085</box>
paragraph: "I hardly know. She looked so. First she called the names she has cried so often. Then asked me such odd questions." <box>173 96 320 126</box>
paragraph: The undisguised fanaticism of the Sheikh, however, their organisation, and their recent great growth, are due to the relations they have formed with the Arabs of the Sahara, among whom their influence is paramount. <box>793 1066 941 1116</box>
paragraph: Something was wrong. He told himself that he had felt it in his bones the moment he saw that she was dressed for walking. She had intended to avoid an interview with him. Was it not possible that in this she had determined to hold him at arms' length? He said resentfully as she took off her gloves, that the new Expedition building would be in her memory forever. <box>638 1347 785 1438</box>
paragraph: He bent and kissed her—once, twice—and released her hands. <box>793 671 941 691</box>
column-body <box>328 56 474 1923</box>
